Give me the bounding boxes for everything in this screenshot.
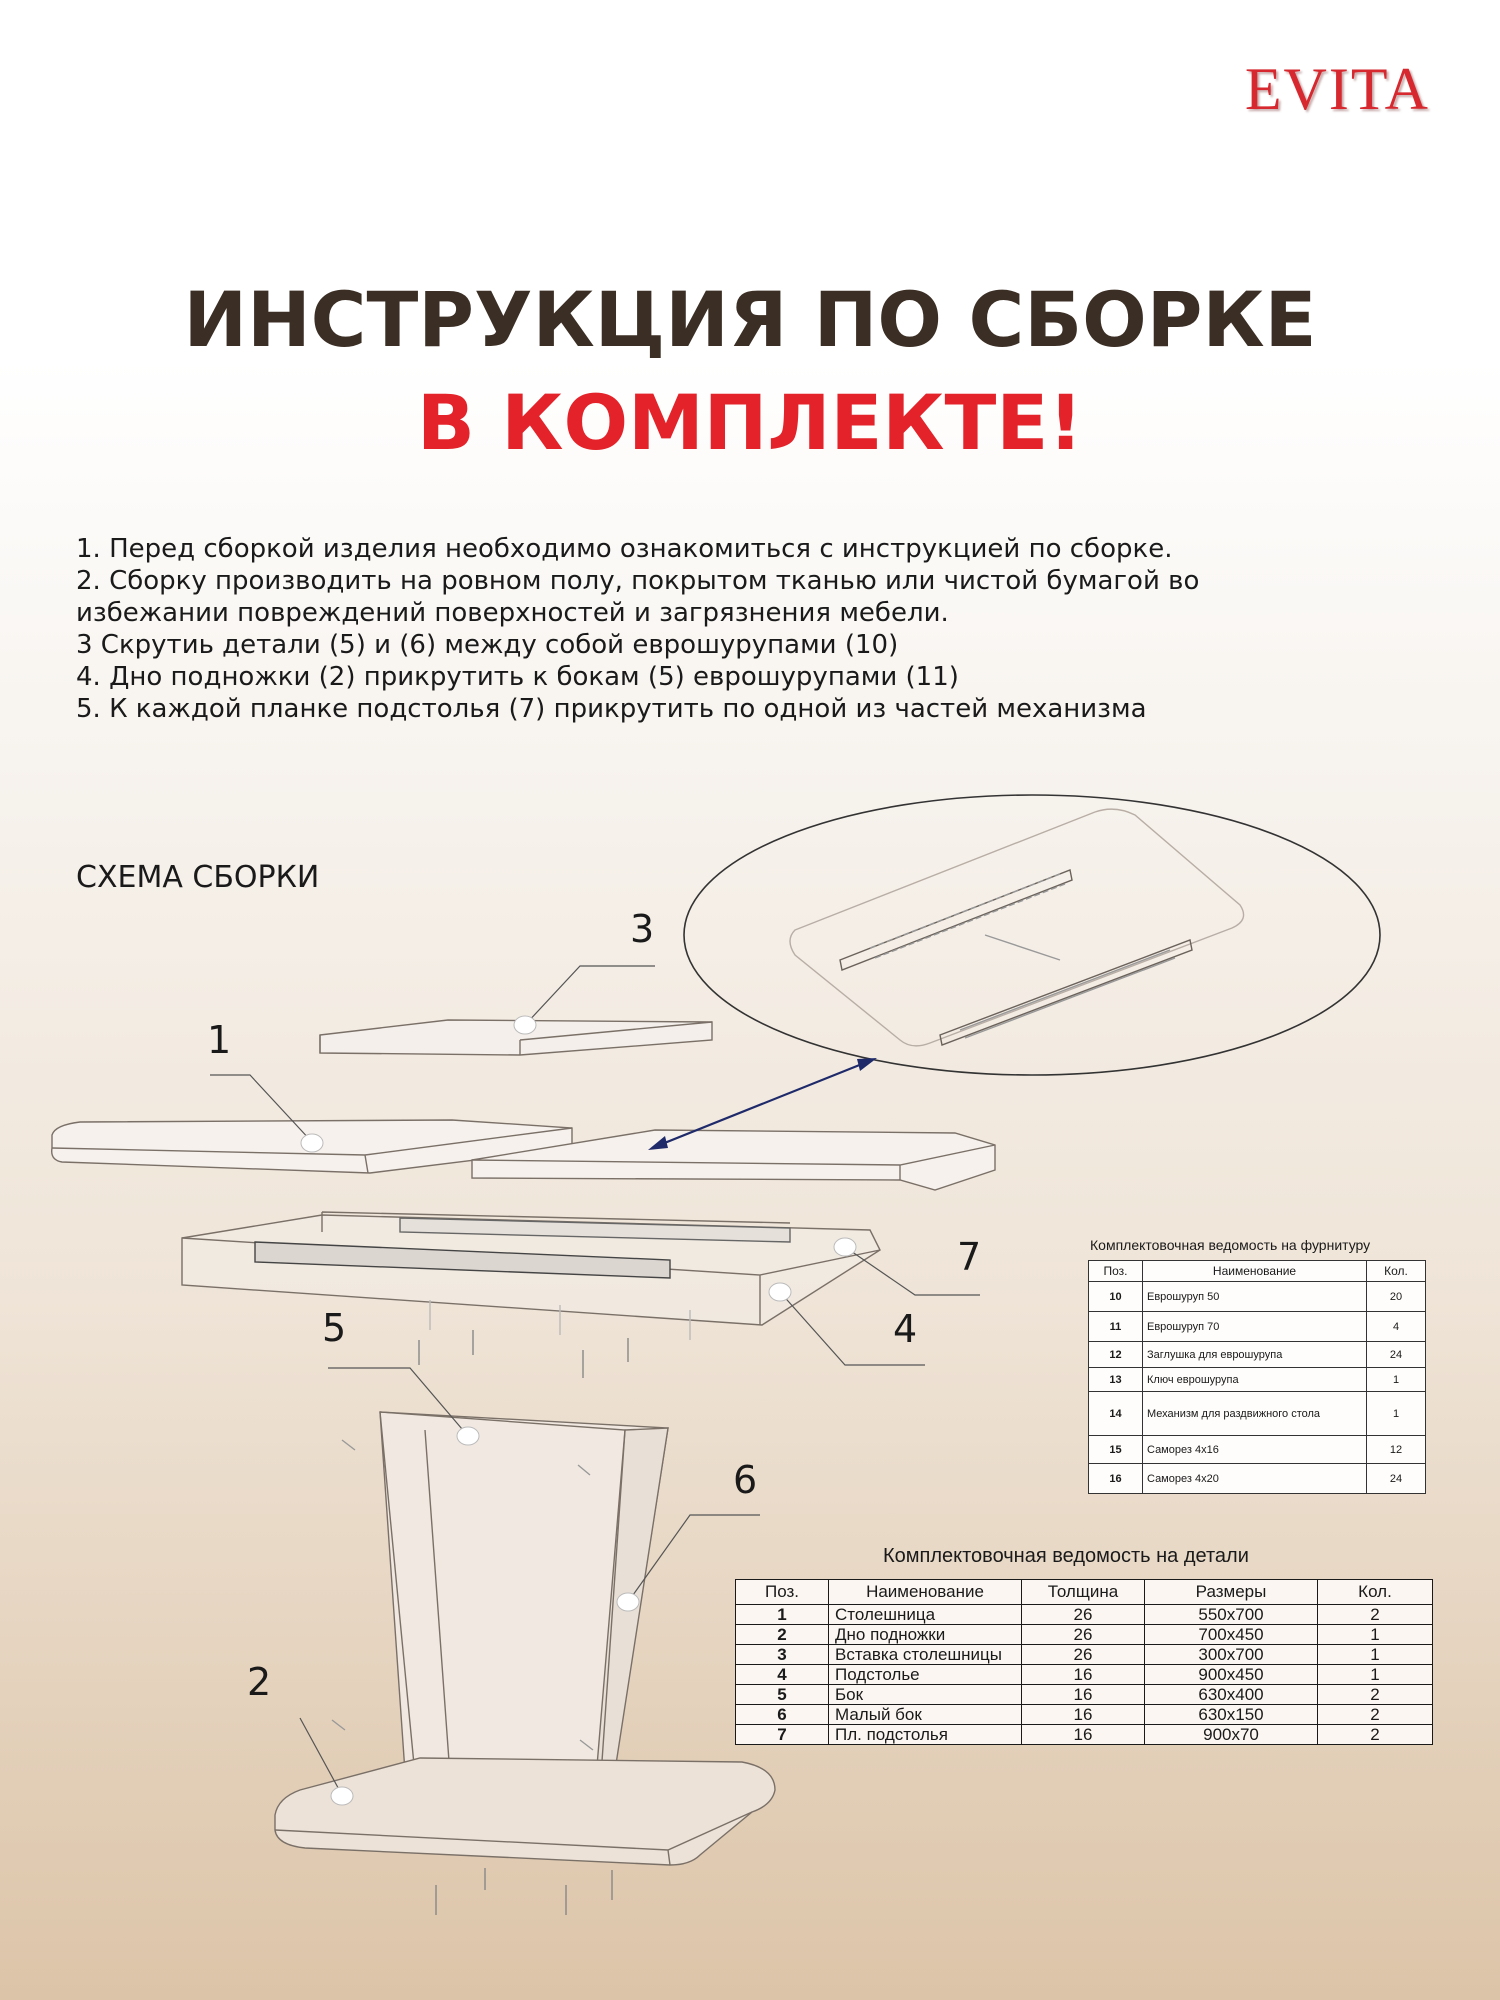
- table-cell: 4: [736, 1665, 829, 1685]
- table-cell: 4: [1367, 1312, 1426, 1342]
- table-cell: 1: [1318, 1625, 1433, 1645]
- table-cell: 12: [1089, 1342, 1143, 1368]
- table-cell: 16: [1022, 1685, 1145, 1705]
- table-cell: Еврошуруп 50: [1143, 1282, 1367, 1312]
- table-cell: 3: [736, 1645, 829, 1665]
- table-cell: 13: [1089, 1368, 1143, 1392]
- table-row: [1089, 1312, 1426, 1342]
- callout-3: 3: [630, 907, 655, 951]
- table-cell: 5: [736, 1685, 829, 1705]
- screws-bottom: [436, 1868, 612, 1915]
- instruction-step: 1. Перед сборкой изделия необходимо ознакомиться с инструкцией по сборке.: [76, 534, 1173, 564]
- table-cell: 16: [1022, 1665, 1145, 1685]
- table-cell: 11: [1089, 1312, 1143, 1342]
- instruction-step: 3 Скрутиь детали (5) и (6) между собой еврошурупами (10): [76, 630, 899, 660]
- instruction-step: 4. Дно подножки (2) прикрутить к бокам (5) еврошурупами (11): [76, 662, 959, 692]
- table-cell: Саморез 4х20: [1143, 1464, 1367, 1494]
- table-row: [736, 1665, 1433, 1685]
- table-cell: 26: [1022, 1645, 1145, 1665]
- table-header-row: [1089, 1261, 1426, 1282]
- table-header: Наименование: [1143, 1261, 1367, 1282]
- part-base-2: [275, 1758, 775, 1865]
- hardware-table: [1088, 1260, 1426, 1494]
- callout-5: 5: [322, 1306, 347, 1350]
- mechanism-detail: [790, 809, 1244, 1046]
- table-cell: 1: [1318, 1645, 1433, 1665]
- table-cell: 700х450: [1145, 1625, 1318, 1645]
- table-cell: 2: [736, 1625, 829, 1645]
- table-cell: 2: [1318, 1605, 1433, 1625]
- table-cell: Саморез 4х16: [1143, 1436, 1367, 1464]
- table-cell: 15: [1089, 1436, 1143, 1464]
- table-cell: Бок: [829, 1685, 1022, 1705]
- table-cell: 26: [1022, 1625, 1145, 1645]
- page-title: ИНСТРУКЦИЯ ПО СБОРКЕ: [183, 275, 1317, 364]
- scheme-title: СХЕМА СБОРКИ: [76, 860, 320, 895]
- table-cell: 16: [1089, 1464, 1143, 1494]
- table-row: [1089, 1392, 1426, 1436]
- evita-logo: EVITA: [1244, 56, 1430, 122]
- table-header: Поз.: [1089, 1261, 1143, 1282]
- screws-top: [419, 1330, 628, 1378]
- table-row: [1089, 1436, 1426, 1464]
- table-cell: 16: [1022, 1705, 1145, 1725]
- table-cell: Еврошуруп 70: [1143, 1312, 1367, 1342]
- table-row: [736, 1705, 1433, 1725]
- table-cell: 7: [736, 1725, 829, 1745]
- table-cell: Пл. подстолья: [829, 1725, 1022, 1745]
- table-cell: Механизм для раздвижного стола: [1143, 1392, 1367, 1436]
- table-row: [736, 1645, 1433, 1665]
- table-row: [1089, 1342, 1426, 1368]
- table-cell: Вставка столешницы: [829, 1645, 1022, 1665]
- table-cell: 16: [1022, 1725, 1145, 1745]
- table-cell: 900х450: [1145, 1665, 1318, 1685]
- table-cell: 550х700: [1145, 1605, 1318, 1625]
- callout-6: 6: [733, 1458, 758, 1502]
- table-cell: Подстолье: [829, 1665, 1022, 1685]
- table-cell: 20: [1367, 1282, 1426, 1312]
- table-cell: Малый бок: [829, 1705, 1022, 1725]
- table-row: [1089, 1282, 1426, 1312]
- table-cell: Дно подножки: [829, 1625, 1022, 1645]
- table-cell: 12: [1367, 1436, 1426, 1464]
- table-cell: 630х400: [1145, 1685, 1318, 1705]
- table-header: Поз.: [736, 1580, 829, 1605]
- callout-7: 7: [957, 1235, 982, 1279]
- table-cell: 630х150: [1145, 1705, 1318, 1725]
- table-cell: 2: [1318, 1685, 1433, 1705]
- table-cell: 26: [1022, 1605, 1145, 1625]
- hardware-table-title: Комплектовочная ведомость на фурнитуру: [1090, 1237, 1371, 1253]
- table-row: [736, 1605, 1433, 1625]
- table-cell: Столешница: [829, 1605, 1022, 1625]
- table-cell: 24: [1367, 1342, 1426, 1368]
- callout-2: 2: [247, 1660, 272, 1704]
- parts-table: [735, 1579, 1433, 1745]
- table-cell: 2: [1318, 1705, 1433, 1725]
- page-subtitle: В КОМПЛЕКТЕ!: [417, 378, 1083, 467]
- table-row: [736, 1725, 1433, 1745]
- table-cell: 1: [1318, 1665, 1433, 1685]
- parts-table-title: Комплектовочная ведомость на детали: [883, 1545, 1249, 1567]
- callout-1: 1: [207, 1018, 232, 1062]
- table-cell: 6: [736, 1705, 829, 1725]
- table-row: [1089, 1368, 1426, 1392]
- callout-4: 4: [893, 1307, 918, 1351]
- table-header: Кол.: [1318, 1580, 1433, 1605]
- table-cell: 2: [1318, 1725, 1433, 1745]
- table-header: Толщина: [1022, 1580, 1145, 1605]
- table-header: Наименование: [829, 1580, 1022, 1605]
- table-cell: 1: [1367, 1368, 1426, 1392]
- table-cell: 14: [1089, 1392, 1143, 1436]
- table-header: Размеры: [1145, 1580, 1318, 1605]
- table-cell: Заглушка для еврошурупа: [1143, 1342, 1367, 1368]
- table-cell: 900х70: [1145, 1725, 1318, 1745]
- table-cell: Ключ еврошурупа: [1143, 1368, 1367, 1392]
- table-header: Кол.: [1367, 1261, 1426, 1282]
- table-cell: 10: [1089, 1282, 1143, 1312]
- table-cell: 1: [1367, 1392, 1426, 1436]
- table-cell: 24: [1367, 1464, 1426, 1494]
- instruction-step: избежании повреждений поверхностей и загрязнения мебели.: [76, 598, 949, 628]
- instruction-step: 5. К каждой планке подстолья (7) прикрутить по одной из частей механизма: [76, 694, 1147, 724]
- table-row: [736, 1625, 1433, 1645]
- table-header-row: [736, 1580, 1433, 1605]
- table-row: [1089, 1464, 1426, 1494]
- table-cell: 300х700: [1145, 1645, 1318, 1665]
- table-cell: 1: [736, 1605, 829, 1625]
- instruction-step: 2. Сборку производить на ровном полу, покрытом тканью или чистой бумагой во: [76, 566, 1200, 596]
- table-row: [736, 1685, 1433, 1705]
